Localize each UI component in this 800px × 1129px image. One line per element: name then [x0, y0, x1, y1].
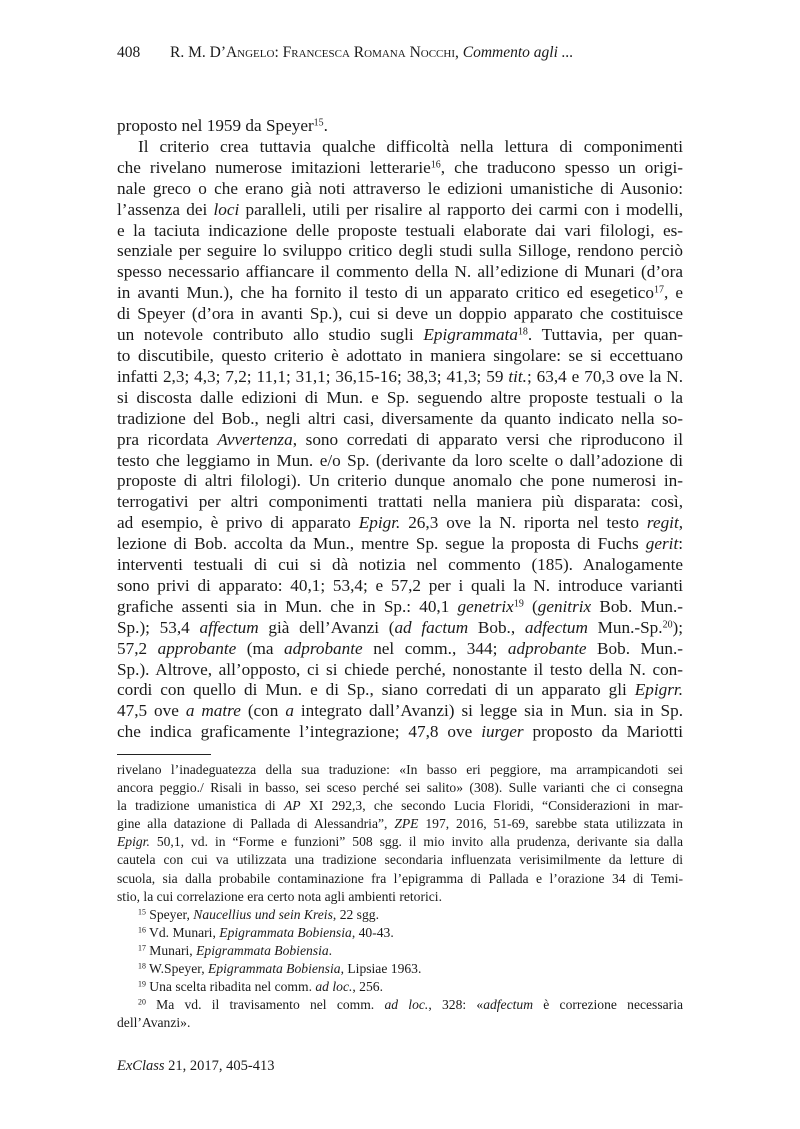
- text-line: to discutibile, questo criterio è adottato in maniera singolare: se si eccettuano: [117, 345, 683, 365]
- footnote-line: dell’Avanzi».: [117, 1015, 191, 1031]
- footnote-ref[interactable]: 18: [517, 326, 528, 338]
- footnote-ref[interactable]: 20: [662, 619, 673, 631]
- page-number: 408: [117, 44, 141, 61]
- footnote-line: rivelano l’inadeguatezza della sua traduzione: «In basso eri peggiore, ma arrampicandoti sei: [117, 762, 683, 777]
- footnote-line: cautela con cui va utilizzata una tradizione secondaria influenzata verisimilmente da letture di: [117, 852, 683, 868]
- paragraph: [117, 116, 683, 137]
- text-line: tradizione del Bob., negli altri casi, diversamente da quanto indicato nella so-: [117, 408, 683, 428]
- running-title-work: Commento agli ...: [462, 44, 574, 61]
- text-line: grafiche assenti sia in Mun. che in Sp.: 40,1 genetrix$^{19}$ (genitrix Bob. Mun.-: [117, 596, 683, 616]
- text-line: proposte di altri filologi). Un criterio dunque anomalo che pone numerosi in-: [117, 471, 683, 491]
- text-line: nale greco o che erano già noti attraverso le edizioni umanistiche di Ausonio:: [117, 178, 683, 198]
- footnote-line: gine alla datazione di Pallada di Alessandria”, ZPE 197, 2016, 51-69, sarebbe stata utilizzata in: [117, 816, 683, 832]
- text-line: sono privi di apparato: 40,1; 53,4; e 57,2 per i quali la N. introduce varianti: [117, 575, 683, 595]
- footnote-continued: [117, 761, 683, 906]
- footnote-line: la tradizione umanistica di AP XI 292,3, che secondo Lucia Floridi, “Considerazioni in mar-: [117, 798, 684, 814]
- text-line: terrogativi per altri componimenti trattati nella maniera più disparata: così,: [117, 492, 683, 512]
- footnote-line: Epigr. 50,1, vd. in “Forme e funzioni” 508 sgg. il mio invito alla prudenza, derivante sia dalla: [117, 834, 683, 850]
- footnote-ref[interactable]: 15: [313, 117, 324, 129]
- text-line: un notevole contributo allo studio sugli Epigrammata$^{18}$. Tuttavia, per quan-: [117, 325, 684, 345]
- footnote-16: $^{16}$ Vd. Munari, Epigrammata Bobiensia, 40-43.: [138, 924, 394, 940]
- footnotes: [117, 761, 683, 1032]
- text-line: che rivelano numerose imitazioni letterarie$^{16}$, che traducono spesso un origi-: [117, 157, 683, 177]
- footnote-19: $^{19}$ Una scelta ribadita nel comm. ad loc., 256.: [138, 979, 383, 995]
- text-line: lezione di Bob. accolta da Mun., mentre Sp. segue la proposta di Fuchs gerit:: [117, 534, 684, 554]
- text-line: ad esempio, è privo di apparato Epigr. 26,3 ove la N. riporta nel testo regit,: [117, 513, 684, 533]
- running-title-authors: R. M. D’Angelo: Francesca Romana Nocchi,: [170, 44, 459, 61]
- text-line: e la taciuta indicazione delle proposte testuali elaborate dai vari filologi, es-: [117, 220, 683, 240]
- footnote-20: $^{20}$ Ma vd. il travisamento nel comm. ad loc., 328: «adfectum è correzione necessaria: [138, 997, 684, 1013]
- running-title: [170, 44, 573, 62]
- footnote-17: $^{17}$ Munari, Epigrammata Bobiensia.: [138, 942, 333, 958]
- text-line: 57,2 approbante (ma adprobante nel comm., 344; adprobante Bob. Mun.-: [117, 638, 684, 658]
- text-line: 47,5 ove a matre (con a integrato dall’Avanzi) si legge sia in Mun. sia in Sp.: [117, 701, 684, 721]
- footnote-15: $^{15}$ Speyer, Naucellius und sein Kreis, 22 sgg.: [138, 906, 379, 922]
- text-line: l’assenza dei loci paralleli, utili per risalire al rapporto dei carmi con i modelli,: [117, 199, 684, 219]
- footnote-line: scuola, sia dalla probabile contaminazione fra l’epigramma di Pallada e l’orazione 34 di Temi-: [117, 870, 683, 886]
- footnote-18: $^{18}$ W.Speyer, Epigrammata Bobiensia, Lipsiae 1963.: [138, 961, 422, 977]
- text-line: che indica graficamente l’integrazione; 47,8 ove iurger proposto da Mariotti: [117, 722, 684, 742]
- text-line: di Speyer (d’ora in avanti Sp.), cui si deve un doppio apparato che costituisce: [117, 304, 683, 324]
- footnote-separator: [117, 754, 211, 755]
- text-line: cordi con quello di Mun. e di Sp., siano corredati di un apparato gli Epigrr.: [117, 680, 683, 700]
- text-line: spesso necessario affiancare il commento della N. all’edizione di Munari (d’ora: [117, 262, 683, 282]
- text-line: proposto nel 1959 da Speyer$^{15}$.: [117, 116, 328, 135]
- journal-name: ExClass: [117, 1058, 165, 1074]
- text-line: Sp.). Altrove, all’opposto, ci si chiede perché, nonostante il testo della N. con-: [117, 659, 683, 679]
- paragraph: [117, 137, 683, 743]
- text-line: si discosta dalle edizioni di Mun. e Sp. seguendo altre proposte testuali o la: [117, 387, 683, 407]
- text-line: infatti 2,3; 4,3; 7,2; 11,1; 31,1; 36,15-16; 38,3; 41,3; 59 tit.; 63,4 e 70,3 ove la N.: [117, 366, 683, 386]
- footnote-ref[interactable]: 16: [430, 159, 441, 171]
- text-line: Il criterio crea tuttavia qualche difficoltà nella lettura di componimenti: [138, 136, 683, 156]
- text-line: testo che leggiamo in Mun. e/o Sp. (derivante da loro scelte o dall’adozione di: [117, 450, 683, 470]
- page-footer: [117, 1058, 275, 1075]
- text-line: senziale per seguire lo sviluppo critico degli studi sulla Silloge, rendono perciò: [117, 241, 683, 261]
- footnote-ref[interactable]: 19: [513, 598, 524, 610]
- text-line: in avanti Mun.), che ha fornito il testo di un apparato critico ed esegetico$^{17}$, e: [117, 283, 683, 303]
- footnote-line: ancora peggio./ Risali in basso, sei sceso perché sei salito» (308). Sulle varianti che ci consegna: [117, 780, 683, 796]
- text-line: Sp.); 53,4 affectum già dell’Avanzi (ad factum Bob., adfectum Mun.-Sp.$^{20}$);: [117, 617, 684, 637]
- running-header: [117, 44, 687, 68]
- citation: 21, 2017, 405-413: [164, 1058, 275, 1074]
- text-line: pra ricordata Avvertenza, sono corredati di apparato versi che riproducono il: [117, 429, 683, 449]
- footnote-ref[interactable]: 17: [654, 284, 664, 296]
- body-text: [117, 116, 683, 743]
- footnote-line: stio, la cui correlazione era certo nota agli ambienti retorici.: [117, 888, 442, 904]
- text-line: interventi testuali di cui si dà notizia nel commento (185). Analogamente: [117, 555, 683, 575]
